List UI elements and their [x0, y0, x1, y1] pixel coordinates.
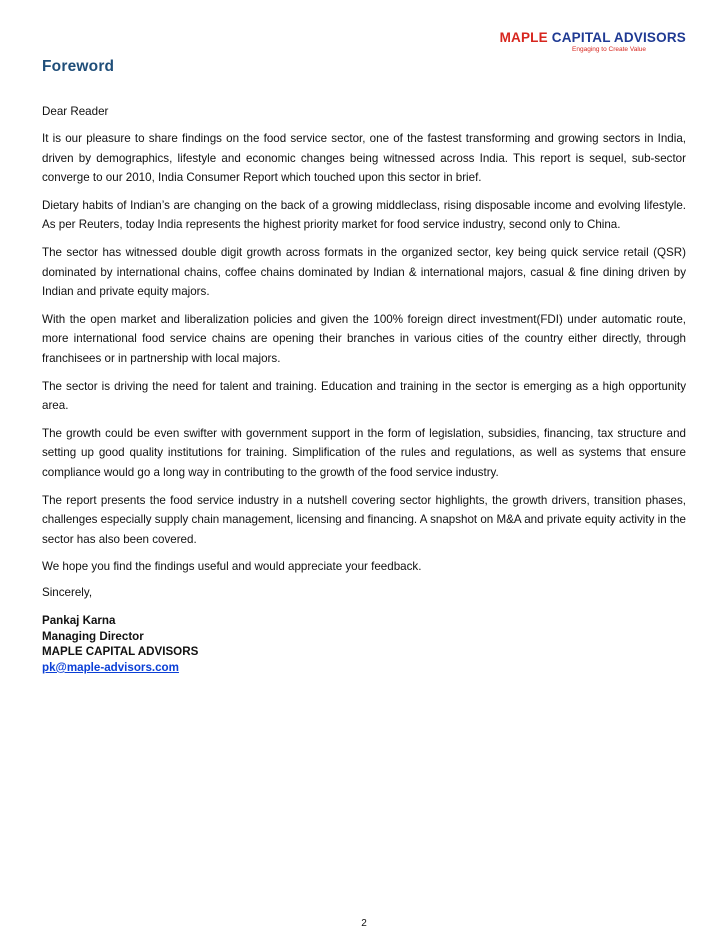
logo-brand-maple: MAPLE	[499, 30, 548, 45]
email-link[interactable]: pk@maple-advisors.com	[42, 660, 179, 674]
company-logo	[500, 30, 686, 54]
signatory-company: MAPLE CAPITAL ADVISORS	[42, 645, 199, 659]
signatory-name: Pankaj Karna	[42, 614, 116, 628]
paragraph-3: The sector has witnessed double digit growth across formats in the organized sector, key being quick service retail (QSR) dominated by international chains, coffee chains dominated by Indian & international majors, casual & fine dining driven by Indian and private equity majors.	[42, 245, 686, 299]
paragraph-6: The growth could be even swifter with government support in the form of legislation, subsidies, financing, tax structure and setting up good quality institutions for training. Simplification of the rules and regulations, as well as systems that ensure compliance would go a long way in contributing to the growth of the food service industry.	[42, 426, 686, 479]
closing-line: We hope you find the findings useful and would appreciate your feedback.	[42, 560, 422, 574]
salutation: Dear Reader	[42, 105, 109, 118]
paragraph-4: With the open market and liberalization policies and given the 100% foreign direct investment(FDI) under automatic route, more international food service chains are opening their branches in various cities of the country either directly, through franchisees or in partnership with local majors.	[42, 312, 686, 365]
page-number: 2	[361, 918, 367, 929]
sign-off: Sincerely,	[42, 586, 93, 600]
paragraph-7: The report presents the food service industry in a nutshell covering sector highlights, the growth drivers, transition phases, challenges especially supply chain management, licensing and financing. A snapshot on M&A and private equity activity in the sector has also been covered.	[42, 493, 686, 546]
paragraph-5: The sector is driving the need for talent and training. Education and training in the sector is emerging as a high opportunity area.	[42, 379, 686, 413]
paragraph-2: Dietary habits of Indian’s are changing on the back of a growing middleclass, rising disposable income and evolving lifestyle. As per Reuters, today India represents the highest priority market for food service industry, second only to China.	[42, 198, 686, 232]
logo-wordmark	[500, 30, 686, 46]
page-title: Foreword	[42, 58, 115, 75]
logo-tagline: Engaging to Create Value	[572, 46, 646, 53]
paragraph-1: It is our pleasure to share findings on the food service sector, one of the fastest transforming and growing sectors in India, driven by demographics, lifestyle and economic changes being witnessed across India. This report is sequel, sub-sector converge to our 2010, India Consumer Report which touched upon this sector in brief.	[42, 132, 686, 185]
logo-brand-rest: CAPITAL ADVISORS	[547, 30, 686, 45]
signature-block	[42, 613, 686, 675]
document-body	[42, 56, 686, 675]
signatory-role: Managing Director	[42, 629, 144, 643]
